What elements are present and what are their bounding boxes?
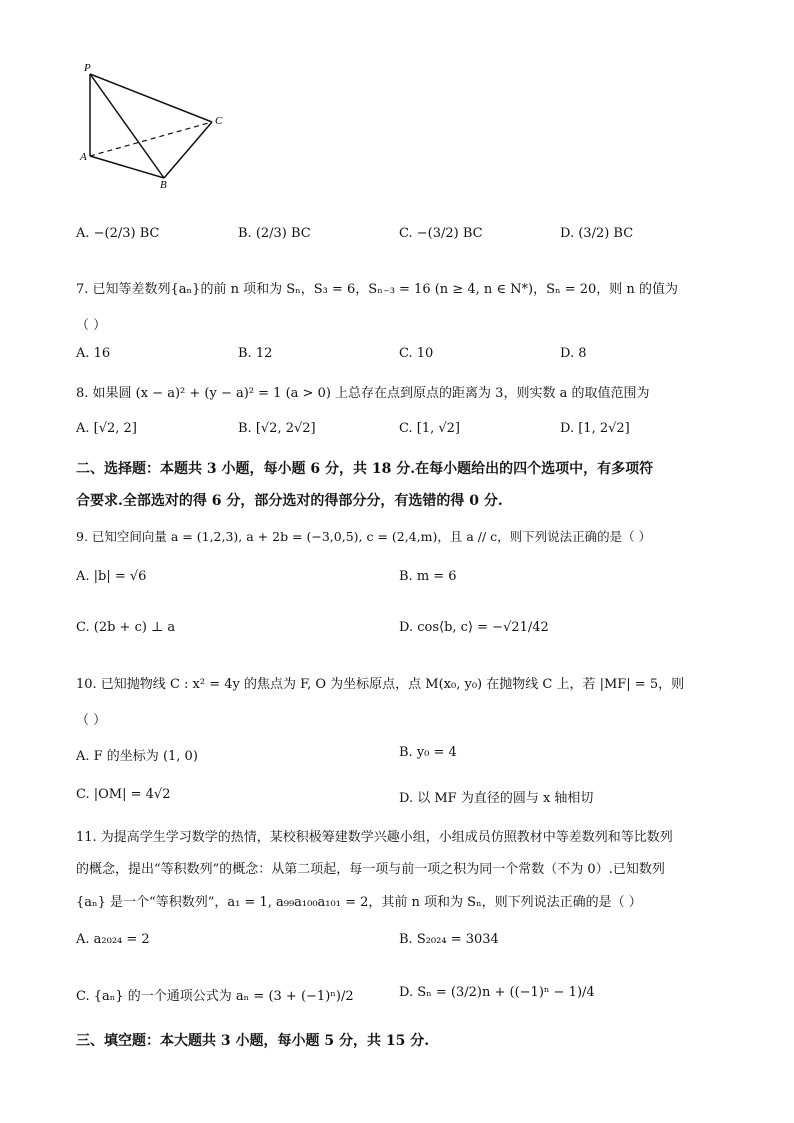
q8-option-c: C. [1, √2] bbox=[399, 421, 460, 436]
q10-option-b: B. y₀ = 4 bbox=[399, 745, 457, 760]
q10-option-a: A. F 的坐标为 (1, 0) bbox=[76, 749, 198, 764]
q7-option-a: A. 16 bbox=[76, 346, 111, 361]
edge-pb bbox=[90, 74, 164, 178]
q10-stem: 10. 已知抛物线 C : x² = 4y 的焦点为 F, O 为坐标原点，点 M(x₀, y₀) 在抛物线 C 上，若 |MF| = 5，则 bbox=[76, 677, 685, 692]
label-a: A bbox=[80, 151, 87, 163]
q6-option-b: B. (2/3) BC bbox=[238, 226, 311, 241]
section2-heading-line2: 合要求.全部选对的得 6 分，部分选对的得部分分，有选错的得 0 分. bbox=[76, 493, 503, 509]
q9-option-d: D. cos⟨b, c⟩ = −√21/42 bbox=[399, 620, 549, 635]
edge-ab bbox=[90, 156, 164, 178]
label-p: P bbox=[84, 62, 91, 74]
q11-stem-line1: 11. 为提高学生学习数学的热情，某校积极筹建数学兴趣小组，小组成员仿照教材中等差数列和等比数列 bbox=[76, 830, 673, 845]
label-b: B bbox=[160, 179, 167, 188]
q10-option-c: C. |OM| = 4√2 bbox=[76, 787, 171, 802]
q7-paren: （ ） bbox=[76, 318, 107, 333]
edge-pc bbox=[90, 74, 212, 122]
q6-option-c: C. −(3/2) BC bbox=[399, 226, 483, 241]
q11-option-d: D. Sₙ = (3/2)n + ((−1)ⁿ − 1)/4 bbox=[399, 985, 595, 1000]
q9-stem: 9. 已知空间向量 a = (1,2,3), a + 2b = (−3,0,5), c = (2,4,m)，且 a // c，则下列说法正确的是（ ） bbox=[76, 529, 652, 544]
q11-option-a: A. a₂₀₂₄ = 2 bbox=[76, 932, 150, 947]
q7-stem: 7. 已知等差数列{aₙ}的前 n 项和为 Sₙ，S₃ = 6，Sₙ₋₃ = 16 (n ≥ 4, n ∈ N*)，Sₙ = 20，则 n 的值为 bbox=[76, 282, 678, 297]
q11-option-c: C. {aₙ} 的一个通项公式为 aₙ = (3 + (−1)ⁿ)/2 bbox=[76, 989, 354, 1004]
q10-option-d: D. 以 MF 为直径的圆与 x 轴相切 bbox=[399, 791, 594, 806]
q11-option-b: B. S₂₀₂₄ = 3034 bbox=[399, 932, 499, 947]
q7-option-b: B. 12 bbox=[238, 346, 273, 361]
q7-option-c: C. 10 bbox=[399, 346, 434, 361]
q11-stem-line3: {aₙ} 是一个“等积数列”，a₁ = 1, a₉₉a₁₀₀a₁₀₁ = 2，其前 n 项和为 Sₙ，则下列说法正确的是（ ） bbox=[76, 895, 642, 910]
q10-paren: （ ） bbox=[76, 713, 107, 728]
tetrahedron-figure bbox=[78, 58, 228, 188]
q6-option-a: A. −(2/3) BC bbox=[76, 226, 160, 241]
edge-ac-hidden bbox=[90, 122, 212, 156]
label-c: C bbox=[215, 115, 223, 127]
section3-heading: 三、填空题：本大题共 3 小题，每小题 5 分，共 15 分. bbox=[76, 1033, 430, 1049]
q8-stem: 8. 如果圆 (x − a)² + (y − a)² = 1 (a > 0) 上总存在点到原点的距离为 3，则实数 a 的取值范围为 bbox=[76, 386, 650, 401]
q8-option-a: A. [√2, 2] bbox=[76, 421, 137, 436]
q8-option-b: B. [√2, 2√2] bbox=[238, 421, 316, 436]
q8-option-d: D. [1, 2√2] bbox=[560, 421, 630, 436]
q9-option-b: B. m = 6 bbox=[399, 569, 457, 584]
section2-heading-line1: 二、选择题：本题共 3 小题，每小题 6 分，共 18 分.在每小题给出的四个选项中，有多项符 bbox=[76, 461, 654, 477]
q7-option-d: D. 8 bbox=[560, 346, 587, 361]
q6-option-d: D. (3/2) BC bbox=[560, 226, 634, 241]
edge-bc bbox=[164, 122, 212, 178]
q11-stem-line2: 的概念，提出“等积数列”的概念：从第二项起，每一项与前一项之积为同一个常数（不为 0）.已知数列 bbox=[76, 862, 665, 877]
q9-option-a: A. |b| = √6 bbox=[76, 569, 147, 584]
q9-option-c: C. (2b + c) ⊥ a bbox=[76, 620, 176, 635]
